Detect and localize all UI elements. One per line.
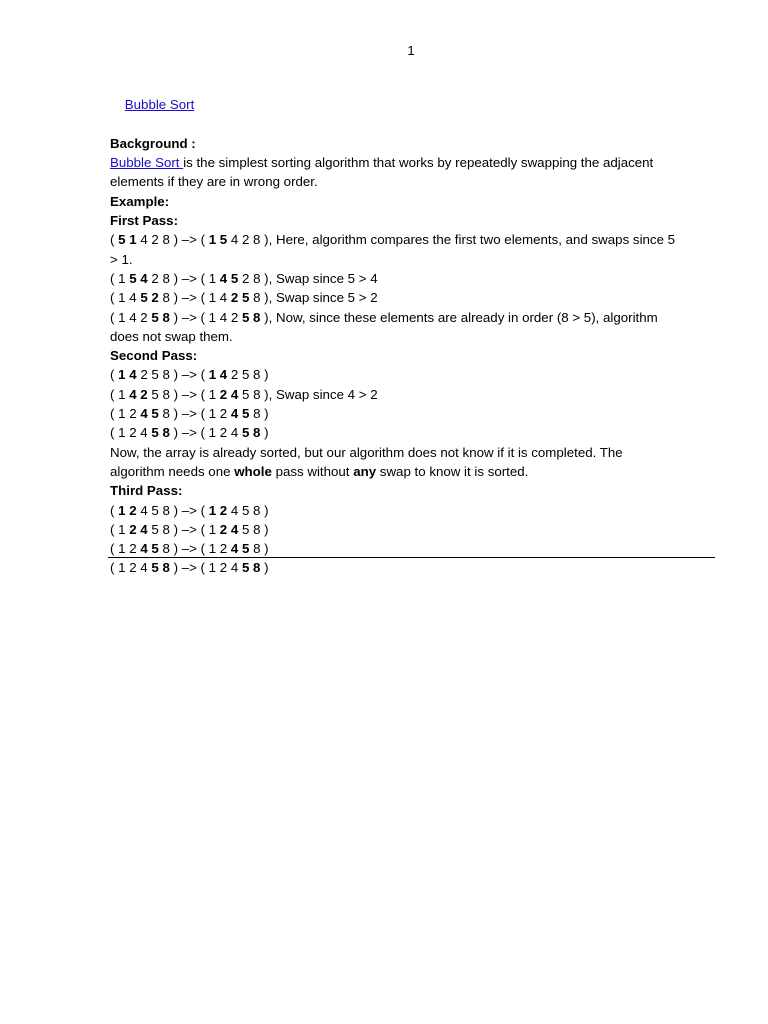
first-pass-step-segment: ), Now, since these elements are already in order (8 > 5), algorithm (260, 309, 658, 325)
second-pass-step-segment: 1 4 (118, 367, 137, 383)
second-pass-step-segment: ( 1 2 (110, 406, 141, 422)
first-pass-step-segment: 4 5 (219, 270, 239, 286)
first-pass-step-segment: 4 2 8 ) –> ( (136, 232, 209, 248)
second-pass-step-segment: ( (110, 367, 119, 383)
note-segment: whole (234, 463, 272, 479)
first-pass-step (110, 269, 720, 288)
second-pass-step (110, 404, 720, 423)
second-pass-step-segment: 2 4 (219, 386, 239, 402)
third-pass-step (110, 539, 720, 558)
third-pass-step (110, 501, 720, 520)
third-pass-step-segment: ( 1 2 (110, 541, 141, 557)
second-pass-step (110, 423, 720, 442)
note-line-2 (110, 462, 720, 481)
third-pass-step-segment: 5 8 ) (238, 521, 269, 537)
first-pass-step-segment: 5 1 (118, 232, 137, 248)
first-pass-step (110, 308, 720, 327)
second-pass-rows (110, 365, 720, 442)
second-pass-step-segment: 2 5 8 ) –> ( (136, 367, 209, 383)
first-pass-step-segment: ( (110, 232, 119, 248)
third-pass-step-segment: ( (110, 502, 119, 518)
intro-text: is the simplest sorting algorithm that works by repeatedly swapping the adjacent (183, 155, 654, 171)
horizontal-rule (108, 557, 715, 558)
first-pass-step-segment: 5 8 (241, 309, 261, 325)
first-pass-step-segment: 4 2 8 ), Here, algorithm compares the first two elements, and swaps since 5 (227, 232, 676, 248)
second-pass-step-segment: 4 2 (129, 386, 148, 402)
second-pass-step-segment: 2 5 8 ) (227, 367, 269, 383)
second-pass-step-segment: ( 1 (110, 386, 130, 402)
third-pass-step-segment: 5 8 (151, 560, 170, 576)
third-pass-step-segment: 1 2 (208, 502, 228, 518)
first-pass-rows (110, 230, 720, 346)
first-pass-step-segment: 5 8 (151, 309, 170, 325)
third-pass-step (110, 558, 720, 577)
second-pass-step (110, 385, 720, 404)
first-pass-step-segment: ) –> ( 1 4 2 (169, 309, 242, 325)
first-pass-step-segment: 2 5 (230, 290, 250, 306)
note-segment: swap to know it is sorted. (376, 463, 529, 479)
second-pass-step-segment: 8 ) –> ( 1 2 (158, 406, 231, 422)
first-pass-step (110, 288, 720, 307)
second-pass-step-segment: 5 8 ) –> ( 1 (147, 386, 220, 402)
document-body (110, 76, 720, 578)
first-pass-step (110, 230, 720, 249)
first-pass-step-segment: 2 8 ), Swap since 5 > 4 (238, 270, 378, 286)
first-pass-step-segment: 1 5 (208, 232, 228, 248)
second-pass-step-segment: ( 1 2 4 (110, 425, 152, 441)
third-pass-step-segment: 4 5 8 ) (227, 502, 269, 518)
third-pass-step-segment: 5 8 (241, 560, 261, 576)
first-pass-step-segment: ( 1 4 2 (110, 309, 152, 325)
title-line (110, 76, 720, 134)
third-pass-step-segment: 8 ) (249, 541, 269, 557)
third-pass-step-segment: 2 4 (219, 521, 239, 537)
second-pass-step-segment: 5 8 (151, 425, 170, 441)
third-pass-step-segment: ( 1 (110, 521, 130, 537)
second-pass-step (110, 365, 720, 384)
first-pass-step-segment: 8 ) –> ( 1 4 (158, 290, 231, 306)
second-pass-step-segment: 8 ) (249, 406, 269, 422)
third-pass-heading: Third Pass: (110, 483, 183, 499)
intro-link[interactable]: Bubble Sort (110, 155, 184, 171)
third-pass-step-segment: 5 8 ) –> ( 1 (147, 521, 220, 537)
page-number: 1 (407, 43, 415, 58)
note-line-1: Now, the array is already sorted, but our algorithm does not know if it is completed. The (110, 444, 623, 460)
second-pass-step-segment: 4 5 (140, 406, 159, 422)
first-pass-heading: First Pass: (110, 213, 178, 229)
first-pass-step-segment: 8 ), Swap since 5 > 2 (249, 290, 378, 306)
intro-line-1 (110, 153, 720, 172)
third-pass-step-segment: 8 ) –> ( 1 2 (158, 541, 231, 557)
third-pass-step-segment: ( 1 2 4 (110, 560, 152, 576)
third-pass-step-segment: 4 5 8 ) –> ( (136, 502, 209, 518)
intro-line-2: elements if they are in wrong order. (110, 174, 318, 190)
second-pass-step-segment: 5 8 ), Swap since 4 > 2 (238, 386, 378, 402)
second-pass-step-segment: 4 5 (230, 406, 250, 422)
note-segment: any (353, 463, 377, 479)
first-pass-step-segment: ( 1 (110, 270, 130, 286)
third-pass-step-segment: 4 5 (230, 541, 250, 557)
third-pass-step-segment: ) –> ( 1 2 4 (169, 560, 242, 576)
third-pass-step-segment: 2 4 (129, 521, 148, 537)
note-segment: pass without (271, 463, 354, 479)
example-heading: Example: (110, 193, 170, 209)
second-pass-step-segment: ) –> ( 1 2 4 (169, 425, 242, 441)
first-pass-step-continuation: > 1. (110, 251, 133, 267)
first-pass-step-segment: ( 1 4 (110, 290, 141, 306)
third-pass-step (110, 520, 720, 539)
second-pass-step-segment: 1 4 (208, 367, 228, 383)
second-pass-step-segment: ) (260, 425, 269, 441)
title-link[interactable]: Bubble Sort (124, 97, 195, 113)
first-pass-step-segment: 5 4 (129, 270, 148, 286)
background-heading: Background : (110, 135, 196, 151)
first-pass-step-continuation: does not swap them. (110, 328, 233, 344)
second-pass-heading: Second Pass: (110, 348, 198, 364)
third-pass-step-segment: 1 2 (118, 502, 137, 518)
second-pass-step-segment: 5 8 (241, 425, 261, 441)
third-pass-rows (110, 501, 720, 578)
third-pass-step-segment: 4 5 (140, 541, 159, 557)
note-segment: algorithm needs one (110, 463, 235, 479)
third-pass-step-segment: ) (260, 560, 269, 576)
first-pass-step-segment: 2 8 ) –> ( 1 (147, 270, 220, 286)
first-pass-step-segment: 5 2 (140, 290, 159, 306)
